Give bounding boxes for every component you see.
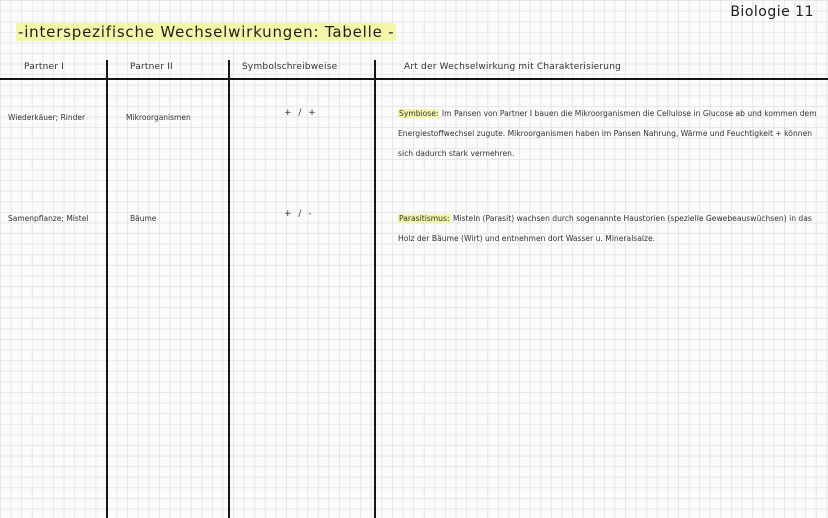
row-2-interaction-type: Parasitismus: (399, 214, 450, 223)
header-divider (0, 78, 828, 80)
row-2-description: Misteln (Parasit) wachsen durch sogenannte Haustorien (spezielle Gewebeauswüchsen) in das Holz der Bäume (Wirt) und entnehmen dort Wasser u. Mineralsalze. (398, 214, 812, 243)
column-header-partner-1: Partner I (24, 62, 65, 72)
page-title (16, 23, 396, 41)
subject-label: Biologie 11 (730, 4, 814, 20)
page-title-text: -interspezifische Wechselwirkungen: Tabelle - (18, 23, 395, 41)
row-1-partner-2: Mikroorganismen (126, 113, 191, 122)
column-divider-1 (106, 60, 108, 518)
row-1-interaction-type: Symbiose: (399, 109, 439, 118)
row-2-partner-2: Bäume (130, 214, 157, 223)
row-1-description: Im Pansen von Partner I bauen die Mikroorganismen die Cellulose in Glucose ab und kommen dem Energiestoffwechsel zugute. Mikroorganismen haben im Pansen Nahrung, Wärme und Feuchtigkeit + können sich dadurch stark vermehren. (398, 109, 817, 158)
column-header-partner-2: Partner II (130, 62, 173, 72)
row-2-description-block (398, 209, 822, 249)
row-1-symbol: + / + (284, 108, 318, 118)
column-divider-2 (228, 60, 230, 518)
row-1-description-block (398, 104, 822, 164)
row-1-partner-1: Wiederkäuer; Rinder (8, 113, 86, 122)
row-2-partner-1: Samenpflanze; Mistel (8, 214, 89, 223)
row-2-symbol: + / - (284, 209, 314, 219)
column-header-interaction-type: Art der Wechselwirkung mit Charakterisierung (404, 62, 622, 72)
column-divider-3 (374, 60, 376, 518)
column-header-symbol: Symbolschreibweise (242, 62, 338, 72)
